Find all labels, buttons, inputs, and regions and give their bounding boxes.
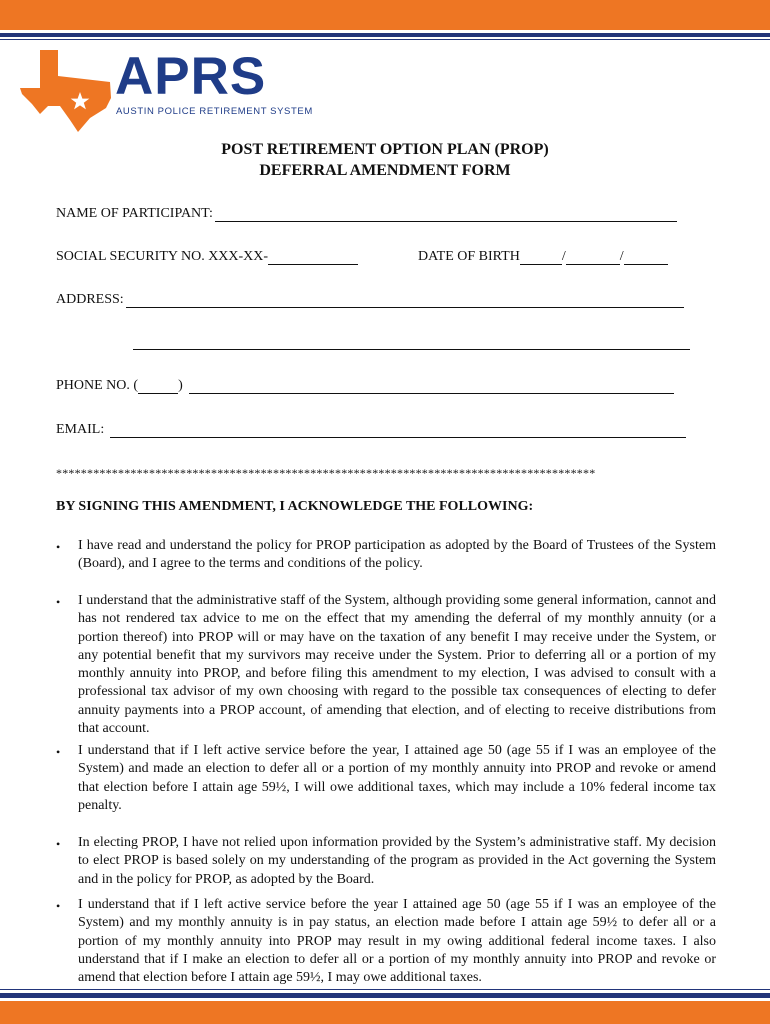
bottom-blue-rule [0,993,770,998]
list-item-text: I understand that if I left active service before the year, I attained age 50 (age 55 if I was an employee of the System) and made an election to defer all or a portion of my monthly annuity into PROP and revoke or amend that election before I attain age 59½, I will owe additional taxes, which may include a 10% federal income tax penalty. [78,743,716,813]
top-thin-rule [0,39,770,40]
bottom-orange-bar [0,1001,770,1024]
bullet-icon: • [56,745,61,759]
list-item [56,592,716,738]
dob-separator: / [619,249,624,264]
dob-day-line[interactable] [566,250,620,265]
list-item [56,742,716,815]
dob-year-line[interactable] [624,250,668,265]
list-item [56,834,716,889]
address-input-line-1[interactable] [126,293,684,308]
bottom-thin-rule [0,989,770,990]
list-item-text: I understand that the administrative staff of the System, although providing some general information, cannot and has not rendered tax advice to me on the effect that my amending the deferral of my monthly annuity (or a portion thereof) into PROP will or may have on the taxation of any benefit I may receive under the System, or any potential benefit that my survivors may receive under the System. Prior to deferring all or a portion of my monthly annuity into PROP, and before filing this amendment to my election, I was advised to consult with a professional tax advisor of my own choosing with regard to the possible tax consequences of electing to defer annuity payments into a PROP account, of amending that election, and of electing to receive distributions from that account. [78,593,716,737]
phone-label: PHONE NO. ( [56,378,139,393]
asterisk-separator: *************************************************************************************** [56,466,596,480]
ssn-label: SOCIAL SECURITY NO. XXX-XX- [56,249,269,264]
acknowledge-heading: BY SIGNING THIS AMENDMENT, I ACKNOWLEDGE THE FOLLOWING: [56,499,534,514]
list-item-text: In electing PROP, I have not relied upon information provided by the System’s administrative staff. My decision to elect PROP is based solely on my understanding of the program as provided in the Act governing the System and in the policy for PROP, as adopted by the Board. [78,835,716,887]
address-label: ADDRESS: [56,292,124,307]
bullet-icon: • [56,837,61,851]
phone-close-paren: ) [178,378,183,393]
address-field [56,292,684,308]
ssn-field [56,249,358,265]
address-input-line-2[interactable] [133,335,690,350]
email-input-line[interactable] [110,423,686,438]
logo-subtitle: AUSTIN POLICE RETIREMENT SYSTEM [116,106,313,117]
bullet-icon: • [56,899,61,913]
participant-name-field [56,206,677,222]
bullet-icon: • [56,595,61,609]
list-item-text: I have read and understand the policy for PROP participation as adopted by the Board of Trustees of the System (Board), and I agree to the terms and conditions of the policy. [78,538,716,572]
dob-month-line[interactable] [520,250,562,265]
address-field-line-2 [133,335,690,350]
list-item [56,896,716,987]
list-item-text: I understand that if I left active service before the year I attained age 50 (age 55 if I was an employee of the System) and my monthly annuity is in pay status, an election made before I attain age 59½ to defer all or a portion of my monthly annuity into PROP may result in my owing additional federal income taxes. I also understand that if I make an election to defer all or a portion of my monthly annuity into PROP and revoke or amend that election before I attain age 59½, I may owe additional taxes. [78,897,716,986]
phone-area-code-line[interactable] [138,379,178,394]
phone-number-line[interactable] [189,379,674,394]
list-item [56,537,716,574]
top-orange-bar [0,0,770,30]
ssn-input-line[interactable] [268,250,358,265]
form-subtitle: DEFERRAL AMENDMENT FORM [259,162,511,179]
top-blue-rule [0,33,770,37]
participant-name-label: NAME OF PARTICIPANT: [56,206,213,221]
participant-name-input-line[interactable] [215,207,677,222]
form-title: POST RETIREMENT OPTION PLAN (PROP) [221,141,549,158]
dob-field [418,249,668,265]
bullet-icon: • [56,540,61,554]
dob-separator: / [561,249,566,264]
email-field [56,422,686,438]
logo-wordmark: APRS [115,47,267,106]
dob-label: DATE OF BIRTH [418,249,520,264]
email-label: EMAIL: [56,422,105,437]
phone-field [56,378,674,394]
